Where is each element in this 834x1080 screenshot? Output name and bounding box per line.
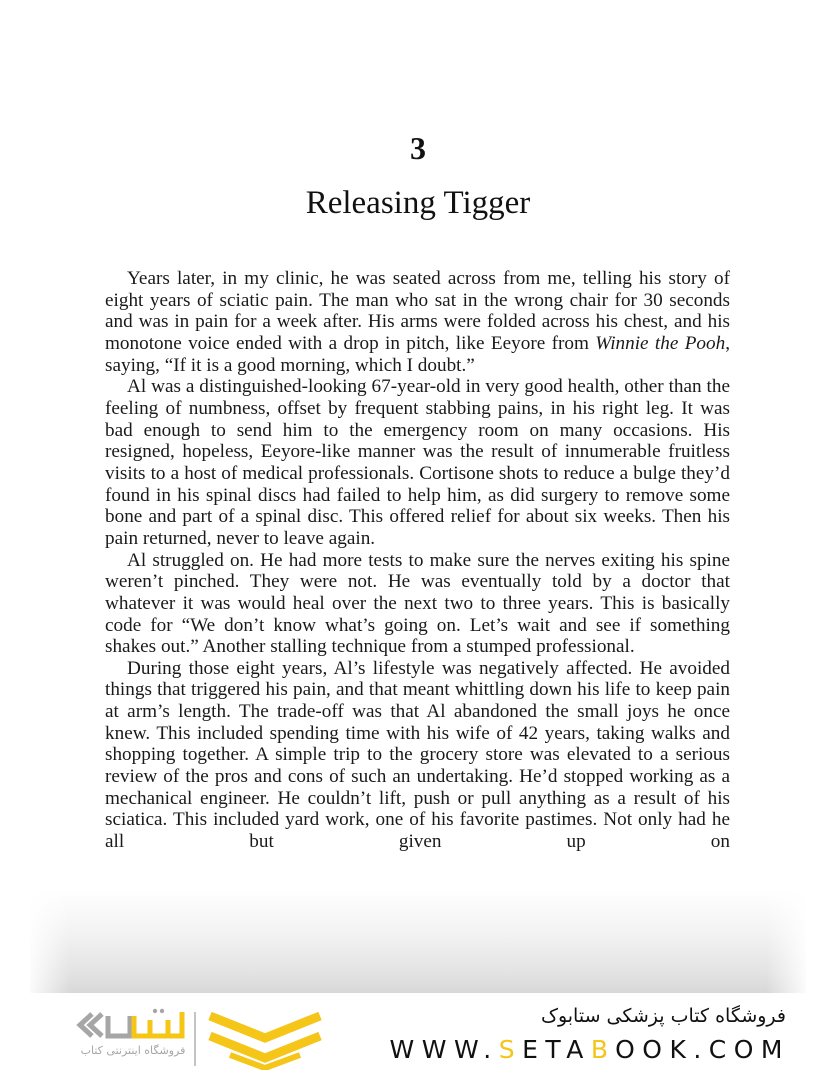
chapter-number: 3 — [410, 130, 426, 166]
chapter-body — [105, 268, 730, 853]
paragraph: Al was a distinguished-looking 67-year-old in very good health, other than the feeling of numbness, offset by frequent stabbing pains, in his right leg. It was bad enough to send him to the emergency room on many occasions. His resigned, hopeless, Eeyore-like manner was the result of innumerable fruitless visits to a host of medical professionals. Cortisone shots to reduce a bulge they’d found in his spinal discs had failed to help him, as did surgery to remove some bone and part of a spinal disc. This offered relief for about six weeks. Then his pain returned, never to leave again. — [105, 376, 730, 549]
setabook-logo — [70, 1008, 330, 1070]
setabook-logo-icon — [70, 1008, 330, 1070]
paragraph: Al struggled on. He had more tests to make sure the nerves exiting his spine weren’t pinched. They were not. He was eventually told by a doctor that whatever it was would heal over the next two to three years. This is basically code for “We don’t know what’s going on. Let’s wait and see if something shakes out.” Another stalling technique from a stumped professional. — [105, 549, 730, 658]
paragraph: Years later, in my clinic, he was seated across from me, telling his story of eight years of sciatic pain. The man who sat in the wrong chair for 30 seconds and was in pain for a week after. His arms were folded across his chest, and his monotone voice ended with a drop in pitch, like Eeyore from Winnie the Pooh, saying, “If it is a good morning, which I doubt.” — [105, 268, 730, 376]
paragraph: During those eight years, Al’s lifestyle was negatively affected. He avoided things that triggered his pain, and that meant whittling down his life to keep pain at arm’s length. The trade-off was that Al abandoned the small joys he once knew. This included spending time with his wife of 42 years, taking walks and shopping together. A simple trip to the grocery store was elevated to a serious review of the pros and cons of such an undertaking. He’d stopped working as a mechanical engineer. He couldn’t lift, push or pull anything as a result of his sciatica. This included yard work, one of his favorite pastimes. Not only had he all but given up on — [105, 657, 730, 853]
book-page — [30, 0, 806, 993]
store-name: فروشگاه کتاب پزشکی ستابوک — [540, 1005, 786, 1027]
book-title-italic: Winnie the Pooh — [595, 332, 726, 354]
site-url[interactable]: WWW.SETABOOK.COM — [389, 1035, 790, 1064]
logo-subtitle: فروشگاه اینترنتی کتاب — [80, 1044, 186, 1057]
chapter-title: Releasing Tigger — [305, 185, 531, 221]
watermark-footer — [0, 993, 834, 1080]
